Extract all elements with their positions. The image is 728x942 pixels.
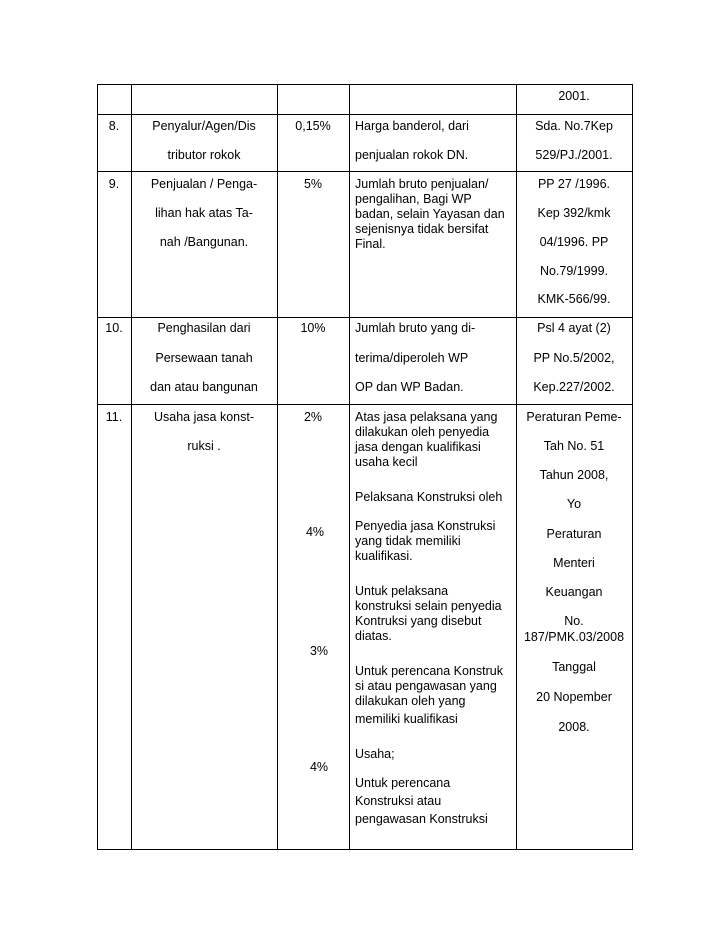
basis-line: OP dan WP Badan. <box>355 380 464 394</box>
basis-line: Atas jasa pelaksana yang <box>355 410 498 424</box>
basis-line: pengawasan Konstruksi <box>355 812 488 826</box>
description-line: Usaha jasa konst- <box>153 410 255 424</box>
legal-basis-line: Tanggal <box>552 660 596 674</box>
basis-line: terima/diperoleh WP <box>355 351 469 365</box>
description-line: dan atau bangunan <box>150 380 258 394</box>
basis-line: sejenisnya tidak bersifat <box>355 222 489 236</box>
tax-rate-table <box>97 84 633 850</box>
legal-basis-line: Tahun 2008, <box>539 468 609 482</box>
description-line: lihan hak atas Ta- <box>155 206 253 220</box>
legal-basis-line: Peraturan <box>546 527 602 541</box>
row-number: 8. <box>108 119 120 133</box>
legal-basis-line: Yo <box>566 497 582 511</box>
basis-line: jasa dengan kualifikasi <box>355 440 481 454</box>
basis-line: Jumlah bruto penjualan/ <box>355 177 489 191</box>
legal-basis-line: No.79/1999. <box>539 264 609 278</box>
basis-line: Konstruksi atau <box>355 794 442 808</box>
legal-basis-line: Kep 392/kmk <box>537 206 611 220</box>
rate-value: 3% <box>309 644 329 658</box>
legal-basis-line: 2001. <box>558 89 590 103</box>
rate-value: 2% <box>303 410 323 424</box>
legal-basis-line: Tah No. 51 <box>543 439 605 453</box>
legal-basis-line: Peraturan Peme- <box>526 410 622 424</box>
basis-line: yang tidak memiliki <box>355 534 461 548</box>
basis-line: usaha kecil <box>355 455 418 469</box>
legal-basis-line: 529/PJ./2001. <box>535 148 613 162</box>
rate-value: 5% <box>303 177 323 191</box>
basis-line: pengalihan, Bagi WP <box>355 192 472 206</box>
basis-line: dilakukan oleh yang <box>355 694 466 708</box>
legal-basis-line: Psl 4 ayat (2) <box>537 321 611 335</box>
description-line: Penghasilan dari <box>157 321 251 335</box>
basis-line: Untuk perencana Konstruk <box>355 664 504 678</box>
rate-value: 10% <box>300 321 326 335</box>
legal-basis-line: 20 Nopember <box>536 690 612 704</box>
basis-line: Jumlah bruto yang di- <box>355 321 476 335</box>
legal-basis-line: 2008. <box>558 720 590 734</box>
legal-basis-line: No. <box>564 614 584 628</box>
legal-basis-line: PP 27 /1996. <box>537 177 611 191</box>
description-line: Persewaan tanah <box>155 351 253 365</box>
basis-line: Harga banderol, dari <box>355 119 469 133</box>
description-line: ruksi . <box>187 439 221 453</box>
basis-line: Pelaksana Konstruksi oleh <box>355 490 503 504</box>
rate-value: 4% <box>309 760 329 774</box>
legal-basis-line: Kep.227/2002. <box>533 380 615 394</box>
description-line: Penjualan / Penga- <box>150 177 258 191</box>
legal-basis-line: Menteri <box>553 556 595 570</box>
legal-basis-line: 04/1996. PP <box>539 235 609 249</box>
basis-line: badan, selain Yayasan dan <box>355 207 505 221</box>
basis-line: dilakukan oleh penyedia <box>355 425 490 439</box>
basis-line: Usaha; <box>355 747 395 761</box>
legal-basis-line: 187/PMK.03/2008 <box>523 630 625 644</box>
legal-basis-line: PP No.5/2002, <box>533 351 615 365</box>
row-number: 11. <box>105 410 123 424</box>
basis-line: si atau pengawasan yang <box>355 679 497 693</box>
basis-line: Penyedia jasa Konstruksi <box>355 519 496 533</box>
basis-line: konstruksi selain penyedia <box>355 599 502 613</box>
basis-line: Untuk perencana <box>355 776 451 790</box>
description-line: nah /Bangunan. <box>159 235 249 249</box>
description-line: Penyalur/Agen/Dis <box>152 119 256 133</box>
row-number: 9. <box>108 177 120 191</box>
row-number: 10. <box>105 321 123 335</box>
basis-line: Untuk pelaksana <box>355 584 449 598</box>
basis-line: Kontruksi yang disebut <box>355 614 482 628</box>
legal-basis-line: Keuangan <box>545 585 603 599</box>
legal-basis-line: Sda. No.7Kep <box>535 119 613 133</box>
legal-basis-line: KMK-566/99. <box>537 292 611 306</box>
rate-value: 0,15% <box>295 119 331 133</box>
basis-line: kualifikasi. <box>355 549 413 563</box>
basis-line: memiliki kualifikasi <box>355 712 458 726</box>
basis-line: penjualan rokok DN. <box>355 148 469 162</box>
description-line: tributor rokok <box>167 148 241 162</box>
basis-line: Final. <box>355 237 386 251</box>
basis-line: diatas. <box>355 629 392 643</box>
rate-value: 4% <box>305 525 325 539</box>
